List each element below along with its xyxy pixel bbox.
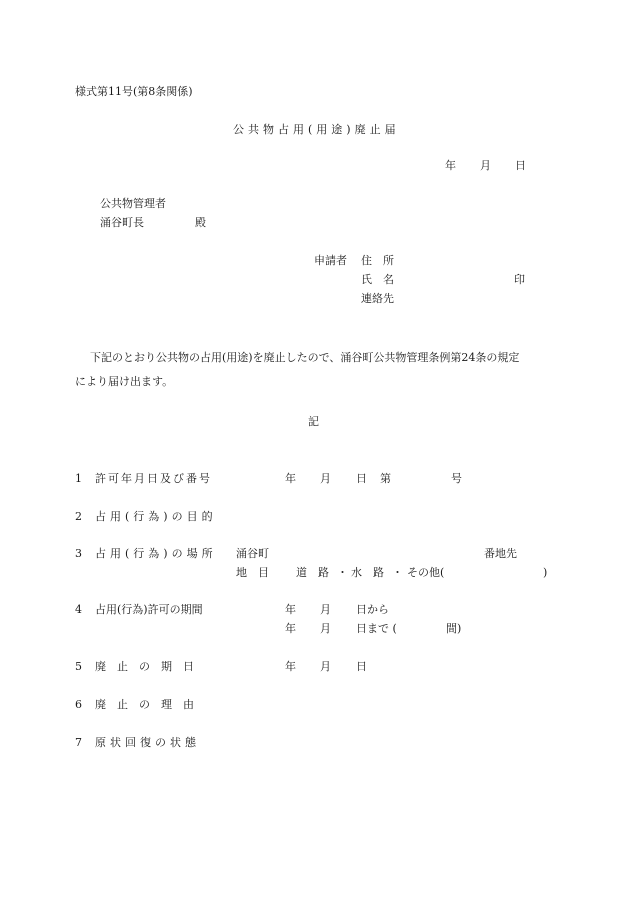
item4-month2: 月 <box>320 622 331 635</box>
item4-year2: 年 <box>285 622 296 635</box>
form-number: 様式第11号(第8条関係) <box>75 85 193 98</box>
date-day: 日 <box>515 159 526 172</box>
item5-label: 廃 止 の 期 日 <box>95 660 194 673</box>
item1-go: 号 <box>451 472 462 485</box>
item3-chimoku-label: 地 目 <box>236 566 269 579</box>
item7-number: 7 <box>75 736 82 749</box>
item4-day-until: 日まで ( <box>356 622 397 635</box>
item4-label: 占用(行為)許可の期間 <box>95 603 203 616</box>
item3-dot1: ・ <box>337 566 348 579</box>
item6-number: 6 <box>75 698 82 711</box>
item5-day: 日 <box>356 660 367 673</box>
item4-day-from: 日から <box>356 603 389 616</box>
applicant-label: 申請者 <box>314 254 347 267</box>
item4-period: 間) <box>446 622 462 635</box>
item3-number: 3 <box>75 547 82 560</box>
body-text-line1: 下記のとおり公共物の占用(用途)を廃止したので、涌谷町公共物管理条例第24条の規定 <box>90 351 520 364</box>
addressee-line2: 涌谷町長 <box>100 216 144 229</box>
item5-number: 5 <box>75 660 82 673</box>
item1-month: 月 <box>320 472 331 485</box>
item3-label: 占用(行為)の場所 <box>95 547 217 560</box>
seal-mark: 印 <box>514 273 525 286</box>
item3-road: 道 路 <box>296 566 329 579</box>
date-year: 年 <box>445 159 456 172</box>
applicant-address-label: 住 所 <box>361 254 394 267</box>
item1-year: 年 <box>285 472 296 485</box>
applicant-name-label: 氏 名 <box>361 273 394 286</box>
item4-month1: 月 <box>320 603 331 616</box>
item3-dot2: ・ <box>392 566 403 579</box>
body-text-line2: により届け出ます。 <box>75 375 174 388</box>
item3-banchi: 番地先 <box>484 547 517 560</box>
date-month: 月 <box>480 159 491 172</box>
item1-label: 許可年月日及び番号 <box>95 472 212 485</box>
item5-year: 年 <box>285 660 296 673</box>
item3-water: 水 路 <box>351 566 384 579</box>
item6-label: 廃 止 の 理 由 <box>95 698 194 711</box>
addressee-honorific: 殿 <box>195 216 206 229</box>
item4-number: 4 <box>75 603 82 616</box>
addressee-line1: 公共物管理者 <box>100 197 166 210</box>
ki-heading: 記 <box>308 415 319 428</box>
item2-label: 占用(行為)の目的 <box>95 510 217 523</box>
item2-number: 2 <box>75 510 82 523</box>
document-title: 公共物占用(用途)廃止届 <box>233 123 400 136</box>
item1-day: 日 <box>356 472 367 485</box>
item1-dai: 第 <box>380 472 391 485</box>
item7-label: 原状回復の状態 <box>95 736 200 749</box>
item1-number: 1 <box>75 472 82 485</box>
item4-year1: 年 <box>285 603 296 616</box>
item5-month: 月 <box>320 660 331 673</box>
item3-other: その他( <box>407 566 445 579</box>
item3-other-close: ) <box>543 566 548 579</box>
applicant-contact-label: 連絡先 <box>361 292 394 305</box>
item3-town: 涌谷町 <box>236 547 269 560</box>
